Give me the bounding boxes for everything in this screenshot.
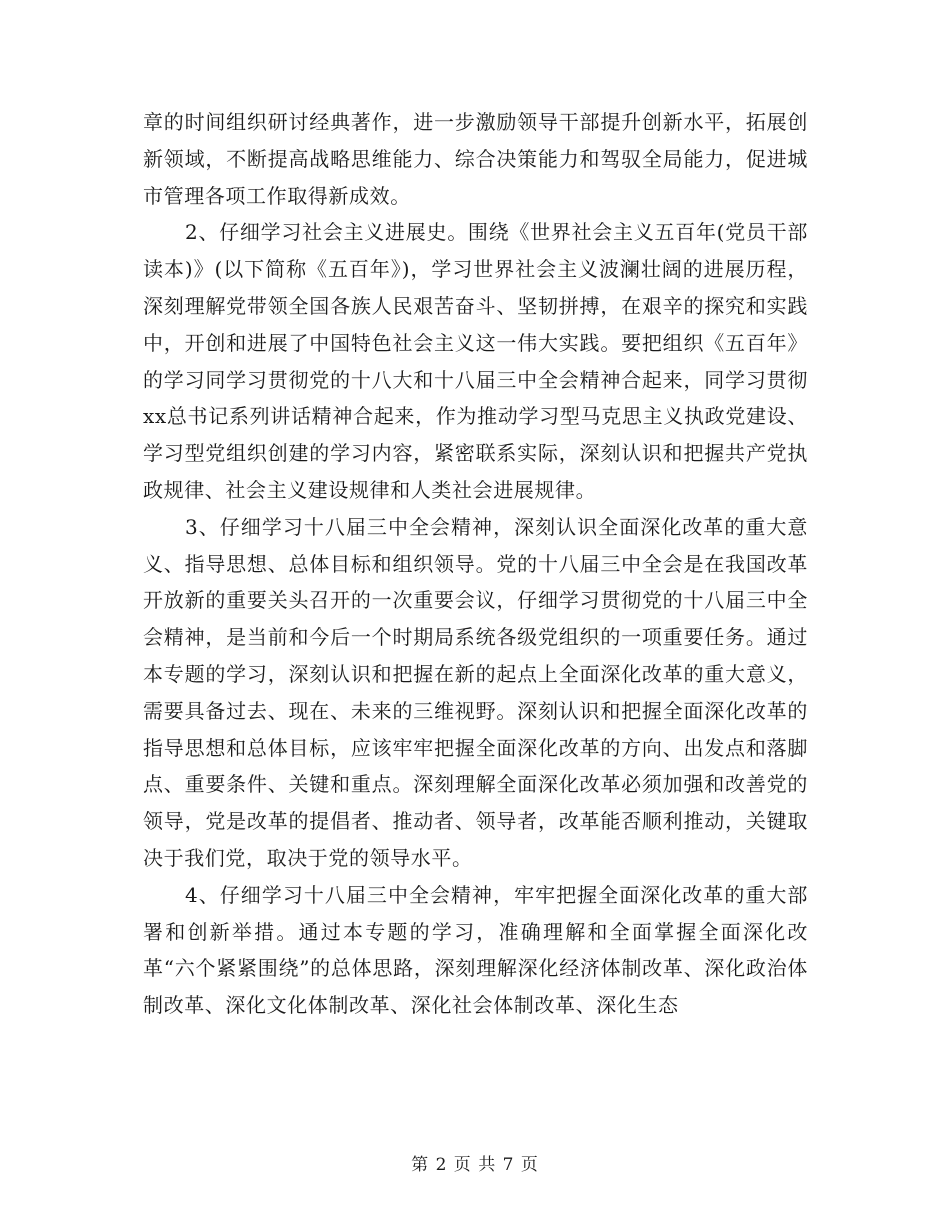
paragraph-item-4: 4、仔细学习十八届三中全会精神，牢牢把握全面深化改革的重大部署和创新举措。通过本专题的学习，准确理解和全面掌握全面深化改革“六个紧紧围绕”的总体思路，深刻理解深化经济体制改革、深化政治体制改革、深化文化体制改革、深化社会体制改革、深化生态 [143, 882, 808, 1018]
page-number-footer: 第 2 页 共 7 页 [411, 1155, 539, 1175]
paragraph-continuation: 章的时间组织研讨经典著作，进一步激励领导干部提升创新水平，拓展创新领域，不断提高战略思维能力、综合决策能力和驾驭全局能力，促进城市管理各项工作取得新成效。 [143, 110, 808, 208]
document-body [143, 104, 808, 1024]
paragraph-item-2: 2、仔细学习社会主义进展史。围绕《世界社会主义五百年(党员干部读本)》(以下简称《五百年》)，学习世界社会主义波澜壮阔的进展历程，深刻理解党带领全国各族人民艰苦奋斗、坚韧拼搏，在艰辛的探究和实践中，开创和进展了中国特色社会主义这一伟大实践。要把组织《五百年》的学习同学习贯彻党的十八大和十八届三中全会精神合起来，同学习贯彻xx总书记系列讲话精神合起来，作为推动学习型马克思主义执政党建设、学习型党组织创建的学习内容，紧密联系实际，深刻认识和把握共产党执政规律、社会主义建设规律和人类社会进展规律。 [143, 220, 808, 502]
paragraph-item-3: 3、仔细学习十八届三中全会精神，深刻认识全面深化改革的重大意义、指导思想、总体目标和组织领导。党的十八届三中全会是在我国改革开放新的重要关头召开的一次重要会议，仔细学习贯彻党的十八届三中全会精神，是当前和今后一个时期局系统各级党组织的一项重要任务。通过本专题的学习，深刻认识和把握在新的起点上全面深化改革的重大意义，需要具备过去、现在、未来的三维视野。深刻认识和把握全面深化改革的指导思想和总体目标，应该牢牢把握全面深化改革的方向、出发点和落脚点、重要条件、关键和重点。深刻理解全面深化改革必须加强和改善党的领导，党是改革的提倡者、推动者、领导者，改革能否顺利推动，关键取决于我们党，取决于党的领导水平。 [143, 514, 808, 870]
